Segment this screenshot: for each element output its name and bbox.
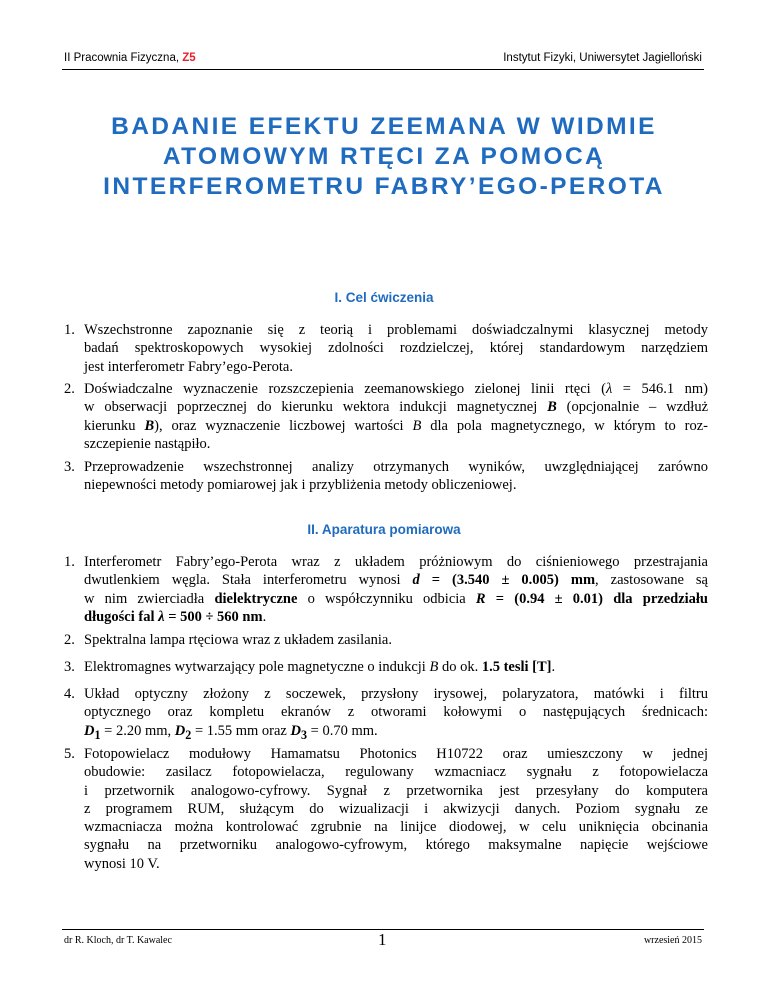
- goal-item-1: 1. Wszechstronne zapoznanie się z teorią i problemami doświadczalnymi klasycznej metody badań spektroskopowych wysokiej zdolności rozdzielczej, której standardowym narzędziem jest interferometr Fabry’ego-Perota.: [64, 322, 708, 375]
- apparatus-item-3: 3. Elektromagnes wytwarzający pole magnetyczne o indukcji B do ok. 1.5 tesli [T].: [64, 659, 556, 675]
- goal-item-2: 2. Doświadczalne wyznaczenie rozszczepienia zeemanowskiego zielonej linii rtęci (λ = 546.1 nm) w obserwacji poprzecznej do kierunku wektora indukcji magnetycznej B (opcjonalnie – wzdłuż kierunku B), oraz wyznaczenie liczbowej wartości B dla pola magnetycznego, w którym to roz- szczepienie nastąpiło.: [64, 381, 708, 452]
- apparatus-item-5: 5. Fotopowielacz modułowy Hamamatsu Photonics H10722 oraz umieszczony w jednej obudowie: zasilacz fotopowielacza, regulowany wzmacniacz sygnału z fotopowielacza i przetwornik analogowo-cyfrowy. Sygnał z przetwornika jest przesyłany do komputera z programem RUM, służącym do wizualizacji i akwizycji danych. Poziom sygnału ze wzmacniacza można kontrolować zgrubnie na linijce diodowej, w celu uniknięcia obcinania sygnału na przetworniku analogowo-cyfrowym, którego maksymalne napięcie wejściowe wynosi 10 V.: [64, 746, 708, 872]
- apparatus-item-1: 1. Interferometr Fabry’ego-Perota wraz z układem próżniowym do ciśnieniowego przestrajania dwutlenkiem węgla. Stała interferometru wynosi d = (3.540 ± 0.005) mm, zastosowane są w nim zwierciadła dielektryczne o współczynniku odbicia R = (0.94 ± 0.01) dla przedziału długości fal λ = 500 ÷ 560 nm.: [64, 554, 708, 625]
- header-left: II Pracownia Fizyczna, Z5: [64, 52, 196, 64]
- title-line-1: BADANIE EFEKTU ZEEMANA W WIDMIE: [111, 113, 657, 140]
- footer-date: wrzesień 2015: [643, 935, 702, 946]
- section-heading-apparatus: II. Aparatura pomiarowa: [307, 522, 461, 537]
- apparatus-item-2: 2. Spektralna lampa rtęciowa wraz z układem zasilania.: [64, 632, 392, 648]
- header-right: Instytut Fizyki, Uniwersytet Jagielloński: [503, 52, 702, 64]
- exercise-code: Z5: [182, 52, 196, 64]
- section-heading-goal: I. Cel ćwiczenia: [334, 290, 434, 305]
- page-number: 1: [378, 930, 387, 949]
- header-divider: [62, 69, 704, 70]
- goal-item-3: 3. Przeprowadzenie wszechstronnej analizy otrzymanych wyników, uwzględniającej zarówno niepewności metody pomiarowej jak i przybliżenia metody obliczeniowej.: [64, 459, 708, 494]
- title-line-2: ATOMOWYM RTĘCI ZA POMOCĄ: [162, 143, 606, 170]
- document-title: [40, 112, 728, 202]
- title-line-3: INTERFEROMETRU FABRY’EGO-PEROTA: [103, 173, 665, 200]
- apparatus-item-4: 4. Układ optyczny złożony z soczewek, przysłony irysowej, polaryzatora, matówki i filtru optycznego oraz kompletu ekranów z otworami kołowymi o następujących średnicach: $D_1 = 2.20$ mm, $D_2 = 1.55$ mm oraz $D_3 = 0.70$ mm.: [64, 686, 708, 742]
- footer-authors: dr R. Kloch, dr T. Kawalec: [64, 935, 172, 946]
